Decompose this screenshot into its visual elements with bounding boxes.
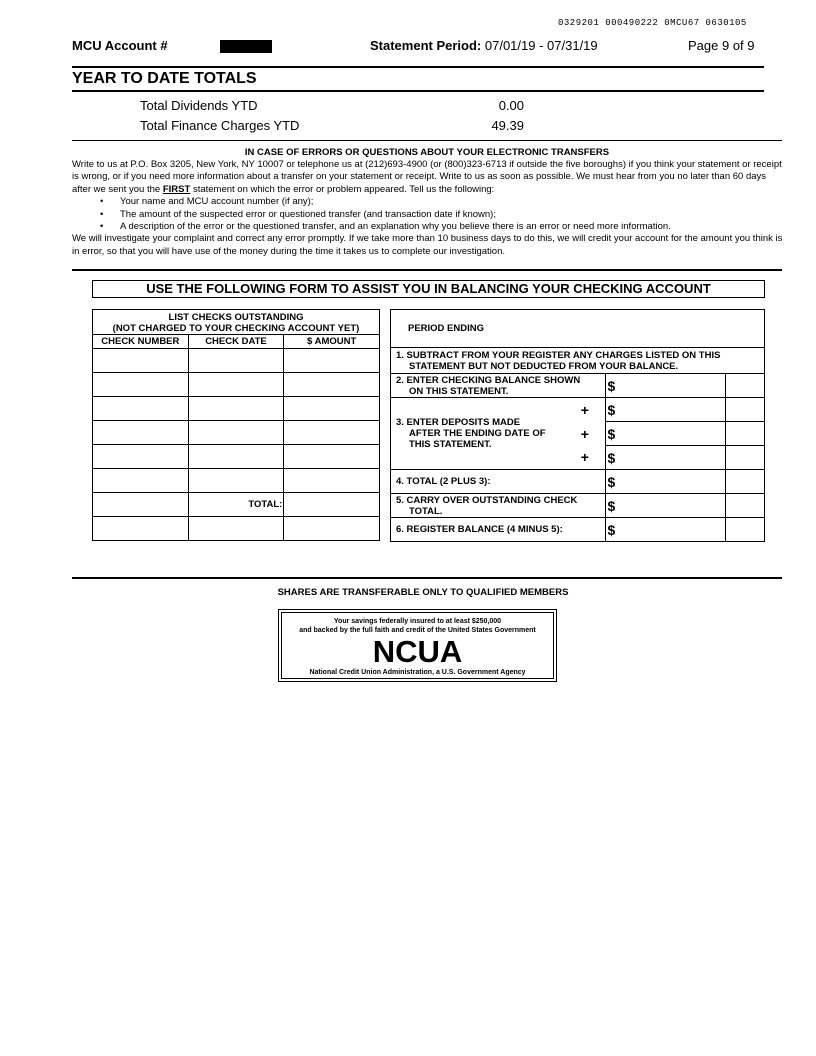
ncua-agency-text: National Credit Union Administration, a U.S. Government Agency [309, 669, 526, 676]
ncua-line-1: Your savings federally insured to at least $250,000 [333, 618, 502, 625]
step-3-amount-3[interactable]: $ [605, 446, 726, 470]
checks-outstanding-header: LIST CHECKS OUTSTANDING (NOT CHARGED TO YOUR CHECKING ACCOUNT YET) [93, 310, 380, 335]
step-2-amount[interactable]: $ [605, 374, 726, 398]
check-number-cell[interactable] [93, 373, 189, 397]
list-item: • The amount of the suspected error or questioned transfer (and transaction date if known); [72, 209, 784, 221]
balancing-form-title: USE THE FOLLOWING FORM TO ASSIST YOU IN BALANCING YOUR CHECKING ACCOUNT [92, 280, 765, 298]
check-amount-cell[interactable] [284, 445, 380, 469]
list-item: • Your name and MCU account number (if any); [72, 196, 784, 208]
check-amount-cell[interactable] [284, 349, 380, 373]
step-3-label: 3. ENTER DEPOSITS MADE AFTER THE ENDING DATE OF THIS STATEMENT. [391, 398, 566, 470]
check-date-cell[interactable] [188, 421, 284, 445]
plus-sign: + [565, 398, 605, 422]
step-6-label: 6. REGISTER BALANCE (4 MINUS 5): [391, 518, 606, 542]
check-number-cell[interactable] [93, 445, 189, 469]
table-row [93, 517, 380, 541]
statement-period [370, 38, 598, 53]
balance-worksheet-table [390, 309, 765, 542]
col-check-date: CHECK DATE [188, 335, 284, 349]
step-5-amount[interactable]: $ [605, 494, 726, 518]
check-amount-cell[interactable] [284, 373, 380, 397]
checks-total-label: TOTAL: [188, 493, 284, 517]
check-number-cell[interactable] [93, 421, 189, 445]
step-3-amount-2[interactable]: $ [605, 422, 726, 446]
check-amount-cell[interactable] [284, 469, 380, 493]
ncua-logo-text: NCUA [372, 634, 463, 669]
col-amount: $ AMOUNT [284, 335, 380, 349]
errors-title: IN CASE OF ERRORS OR QUESTIONS ABOUT YOUR ELECTRONIC TRANSFERS [244, 147, 610, 158]
table-row [93, 421, 380, 445]
plus-sign: + [565, 422, 605, 446]
account-number-redaction [220, 40, 272, 53]
step-3-cents-3[interactable] [726, 446, 765, 470]
ytd-dividends-label: Total Dividends YTD [140, 98, 258, 113]
step-4-amount[interactable]: $ [605, 470, 726, 494]
step-2-label: 2. ENTER CHECKING BALANCE SHOWN ON THIS STATEMENT. [391, 374, 606, 398]
check-date-cell[interactable] [188, 349, 284, 373]
ytd-dividends-value: 0.00 [498, 98, 524, 113]
page-number: Page 9 of 9 [688, 38, 755, 53]
ytd-finance-value: 49.39 [491, 118, 524, 133]
ytd-title: YEAR TO DATE TOTALS [72, 70, 257, 87]
ytd-divider [72, 90, 764, 92]
checks-outstanding-table [92, 309, 380, 541]
first-emphasis: FIRST [162, 183, 191, 195]
check-date-cell[interactable] [188, 373, 284, 397]
table-row [93, 349, 380, 373]
check-amount-cell[interactable] [284, 517, 380, 541]
barcode-text: 0329201 000490222 0MCU67 0630105 [558, 18, 747, 28]
check-number-cell[interactable] [93, 469, 189, 493]
statement-period-label: Statement Period: [370, 38, 482, 53]
step-2-cents[interactable] [726, 374, 765, 398]
table-row [93, 373, 380, 397]
step-1: 1. SUBTRACT FROM YOUR REGISTER ANY CHARGES LISTED ON THIS STATEMENT BUT NOT DEDUCTED FROM YOUR BALANCE. [391, 348, 765, 374]
period-ending-label: PERIOD ENDING [391, 310, 765, 348]
check-date-cell[interactable] [188, 397, 284, 421]
check-date-cell[interactable] [188, 445, 284, 469]
errors-paragraph-2: We will investigate your complaint and correct any error promptly. If we take more than 10 business days to do this, we will credit your account for the amount you think is in error, so that you will have use of the money during the time it takes us to complete our investigation. [72, 233, 783, 257]
shares-notice: SHARES ARE TRANSFERABLE ONLY TO QUALIFIED MEMBERS [277, 587, 569, 598]
statement-period-value: 07/01/19 - 07/31/19 [484, 38, 598, 53]
check-number-cell[interactable] [93, 397, 189, 421]
check-number-cell[interactable] [93, 493, 189, 517]
step-4-cents[interactable] [726, 470, 765, 494]
step-4-label: 4. TOTAL (2 PLUS 3): [391, 470, 606, 494]
list-item: • A description of the error or the questioned transfer, and an explanation why you believe there is an error or need more information. [72, 221, 784, 233]
col-check-number: CHECK NUMBER [93, 335, 189, 349]
check-amount-cell[interactable] [284, 421, 380, 445]
step-5-label: 5. CARRY OVER OUTSTANDING CHECK TOTAL. [391, 494, 606, 518]
plus-sign: + [565, 446, 605, 470]
step-5-cents[interactable] [726, 494, 765, 518]
table-row [93, 397, 380, 421]
checks-total-cell[interactable] [284, 493, 380, 517]
check-number-cell[interactable] [93, 517, 189, 541]
footer-divider [72, 577, 782, 579]
errors-paragraph-1: Write to us at P.O. Box 3205, New York, NY 10007 or telephone us at (212)693-4900 (or (800)323-6713 if outside the five boroughs) if you think your statement or receipt is wrong, or if you need more information about a transfer on your statement or receipt. Write to us as soon as possible. We must hear from you no later than 60 days after we sent you the FIRST statement on which the error or problem appeared. Tell us the following: [72, 159, 782, 195]
check-date-cell[interactable] [188, 469, 284, 493]
table-row [93, 469, 380, 493]
header-divider [72, 66, 764, 68]
ytd-bottom-divider [72, 140, 782, 141]
ncua-insurance-seal [278, 609, 557, 682]
step-3-cents-1[interactable] [726, 398, 765, 422]
step-3-cents-2[interactable] [726, 422, 765, 446]
table-row [93, 445, 380, 469]
ytd-finance-label: Total Finance Charges YTD [140, 118, 300, 133]
step-6-cents[interactable] [726, 518, 765, 542]
errors-body [72, 159, 784, 258]
account-label: MCU Account # [72, 38, 168, 53]
check-number-cell[interactable] [93, 349, 189, 373]
errors-list [72, 196, 784, 233]
errors-divider [72, 269, 782, 271]
step-6-amount[interactable]: $ [605, 518, 726, 542]
check-date-cell[interactable] [188, 517, 284, 541]
ncua-line-2: and backed by the full faith and credit of the United States Government [299, 627, 536, 634]
table-row [93, 493, 380, 517]
check-amount-cell[interactable] [284, 397, 380, 421]
step-3-amount-1[interactable]: $ [605, 398, 726, 422]
